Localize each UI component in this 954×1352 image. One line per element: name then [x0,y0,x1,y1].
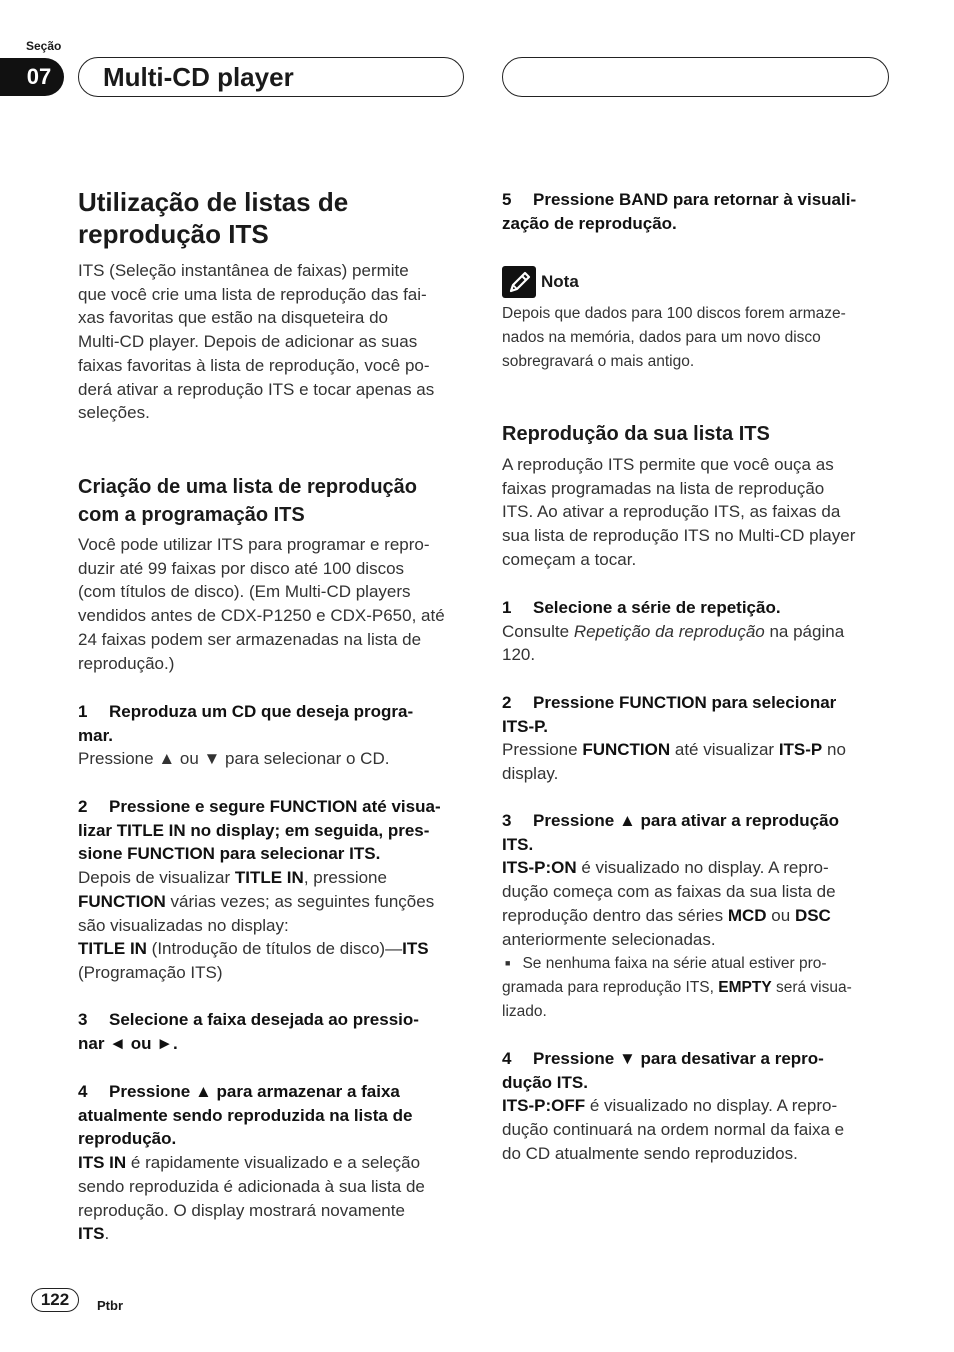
bullet-icon: ■ [505,958,511,969]
step-5: 5 Pressione BAND para retornar à visuali- zação de reprodução. [502,190,857,233]
header-right-frame [502,57,889,97]
section-label: Seção [26,39,62,53]
play-step-1: 1 Selecione a série de repetição. Consulte Repetição da reprodução na página 120. [502,598,845,665]
page-number: 122 [31,1288,79,1312]
subsection-paragraph: Você pode utilizar ITS para programar e repro- duzir até 99 faixas por disco até 100 discos (com títulos de disco). (Em Multi-CD players vendidos antes de CDX-P1250 e CDX-P650, até 24 faixas podem ser armazenadas na lista de reprodução.) [78,535,445,673]
page-title: Utilização de listas de reprodução ITS [78,187,349,249]
step-2: 2 Pressione e segure FUNCTION até visua- lizar TITLE IN no display; em seguida, pres- sione FUNCTION para selecionar ITS. Depois de visualizar TITLE IN, pressione FUNCTION várias vezes; as seguintes funções são visualizadas no display: TITLE IN (Introdução de títulos de disco)—ITS (Programação ITS) [78,797,441,982]
subsection-paragraph-right: A reprodução ITS permite que você ouça as faixas programadas na lista de reprodução ITS. Ao ativar a reprodução ITS, as faixas da sua lista de reprodução ITS no Multi-CD player começam a tocar. [502,455,856,569]
note-text: Depois que dados para 100 discos forem armaze- nados na memória, dados para um novo disco sobregravará o mais antigo. [502,305,846,370]
step-4: 4 Pressione ▲ para armazenar a faixa atualmente sendo reproduzida na lista de reprodução. ITS IN é rapidamente visualizado e a seleção sendo reproduzida é adicionada à sua lista de reprodução. O display mostrará novamente ITS. [78,1082,425,1244]
section-number-badge: 07 [0,58,64,96]
note-header [502,266,894,300]
note-label: Nota [541,272,579,291]
play-step-3: 3 Pressione ▲ para ativar a reprodução ITS. ITS-P:ON é visualizado no display. A repro- dução começa com as faixas da sua lista de reprodução dentro das séries MCD ou DSC anteriormente selecionadas. ■ Se nenhuma faixa na série atual estiver pro- gramada para reprodução ITS, EMPTY será visua- lizado. [502,811,852,1021]
play-step-4: 4 Pressione ▼ para desativar a repro- dução ITS. ITS-P:OFF é visualizado no display. A repro- dução continuará na ordem normal da faixa e do CD atualmente sendo reproduzidos. [502,1049,845,1163]
language-code: Ptbr [97,1298,123,1313]
chapter-title: Multi-CD player [78,57,464,97]
pencil-icon [502,266,536,298]
play-step-2: 2 Pressione FUNCTION para selecionar ITS-P. Pressione FUNCTION até visualizar ITS-P no display. [502,693,846,784]
step-3: 3 Selecione a faixa desejada ao pressio- nar ◄ ou ►. [78,1010,419,1053]
intro-paragraph: ITS (Seleção instantânea de faixas) permite que você crie uma lista de reprodução das fai- xas favoritas que estão na disqueteira do Multi-CD player. Depois de adicionar as suas faixas favoritas à lista de reprodução, você po- derá ativar a reprodução ITS e tocar apenas as seleções. [78,261,435,423]
step-1: 1 Reproduza um CD que deseja progra- mar. Pressione ▲ ou ▼ para selecionar o CD. [78,702,414,769]
subsection-title: Criação de uma lista de reprodução com a programação ITS [78,476,417,526]
subsection-title-right: Reprodução da sua lista ITS [502,423,770,445]
